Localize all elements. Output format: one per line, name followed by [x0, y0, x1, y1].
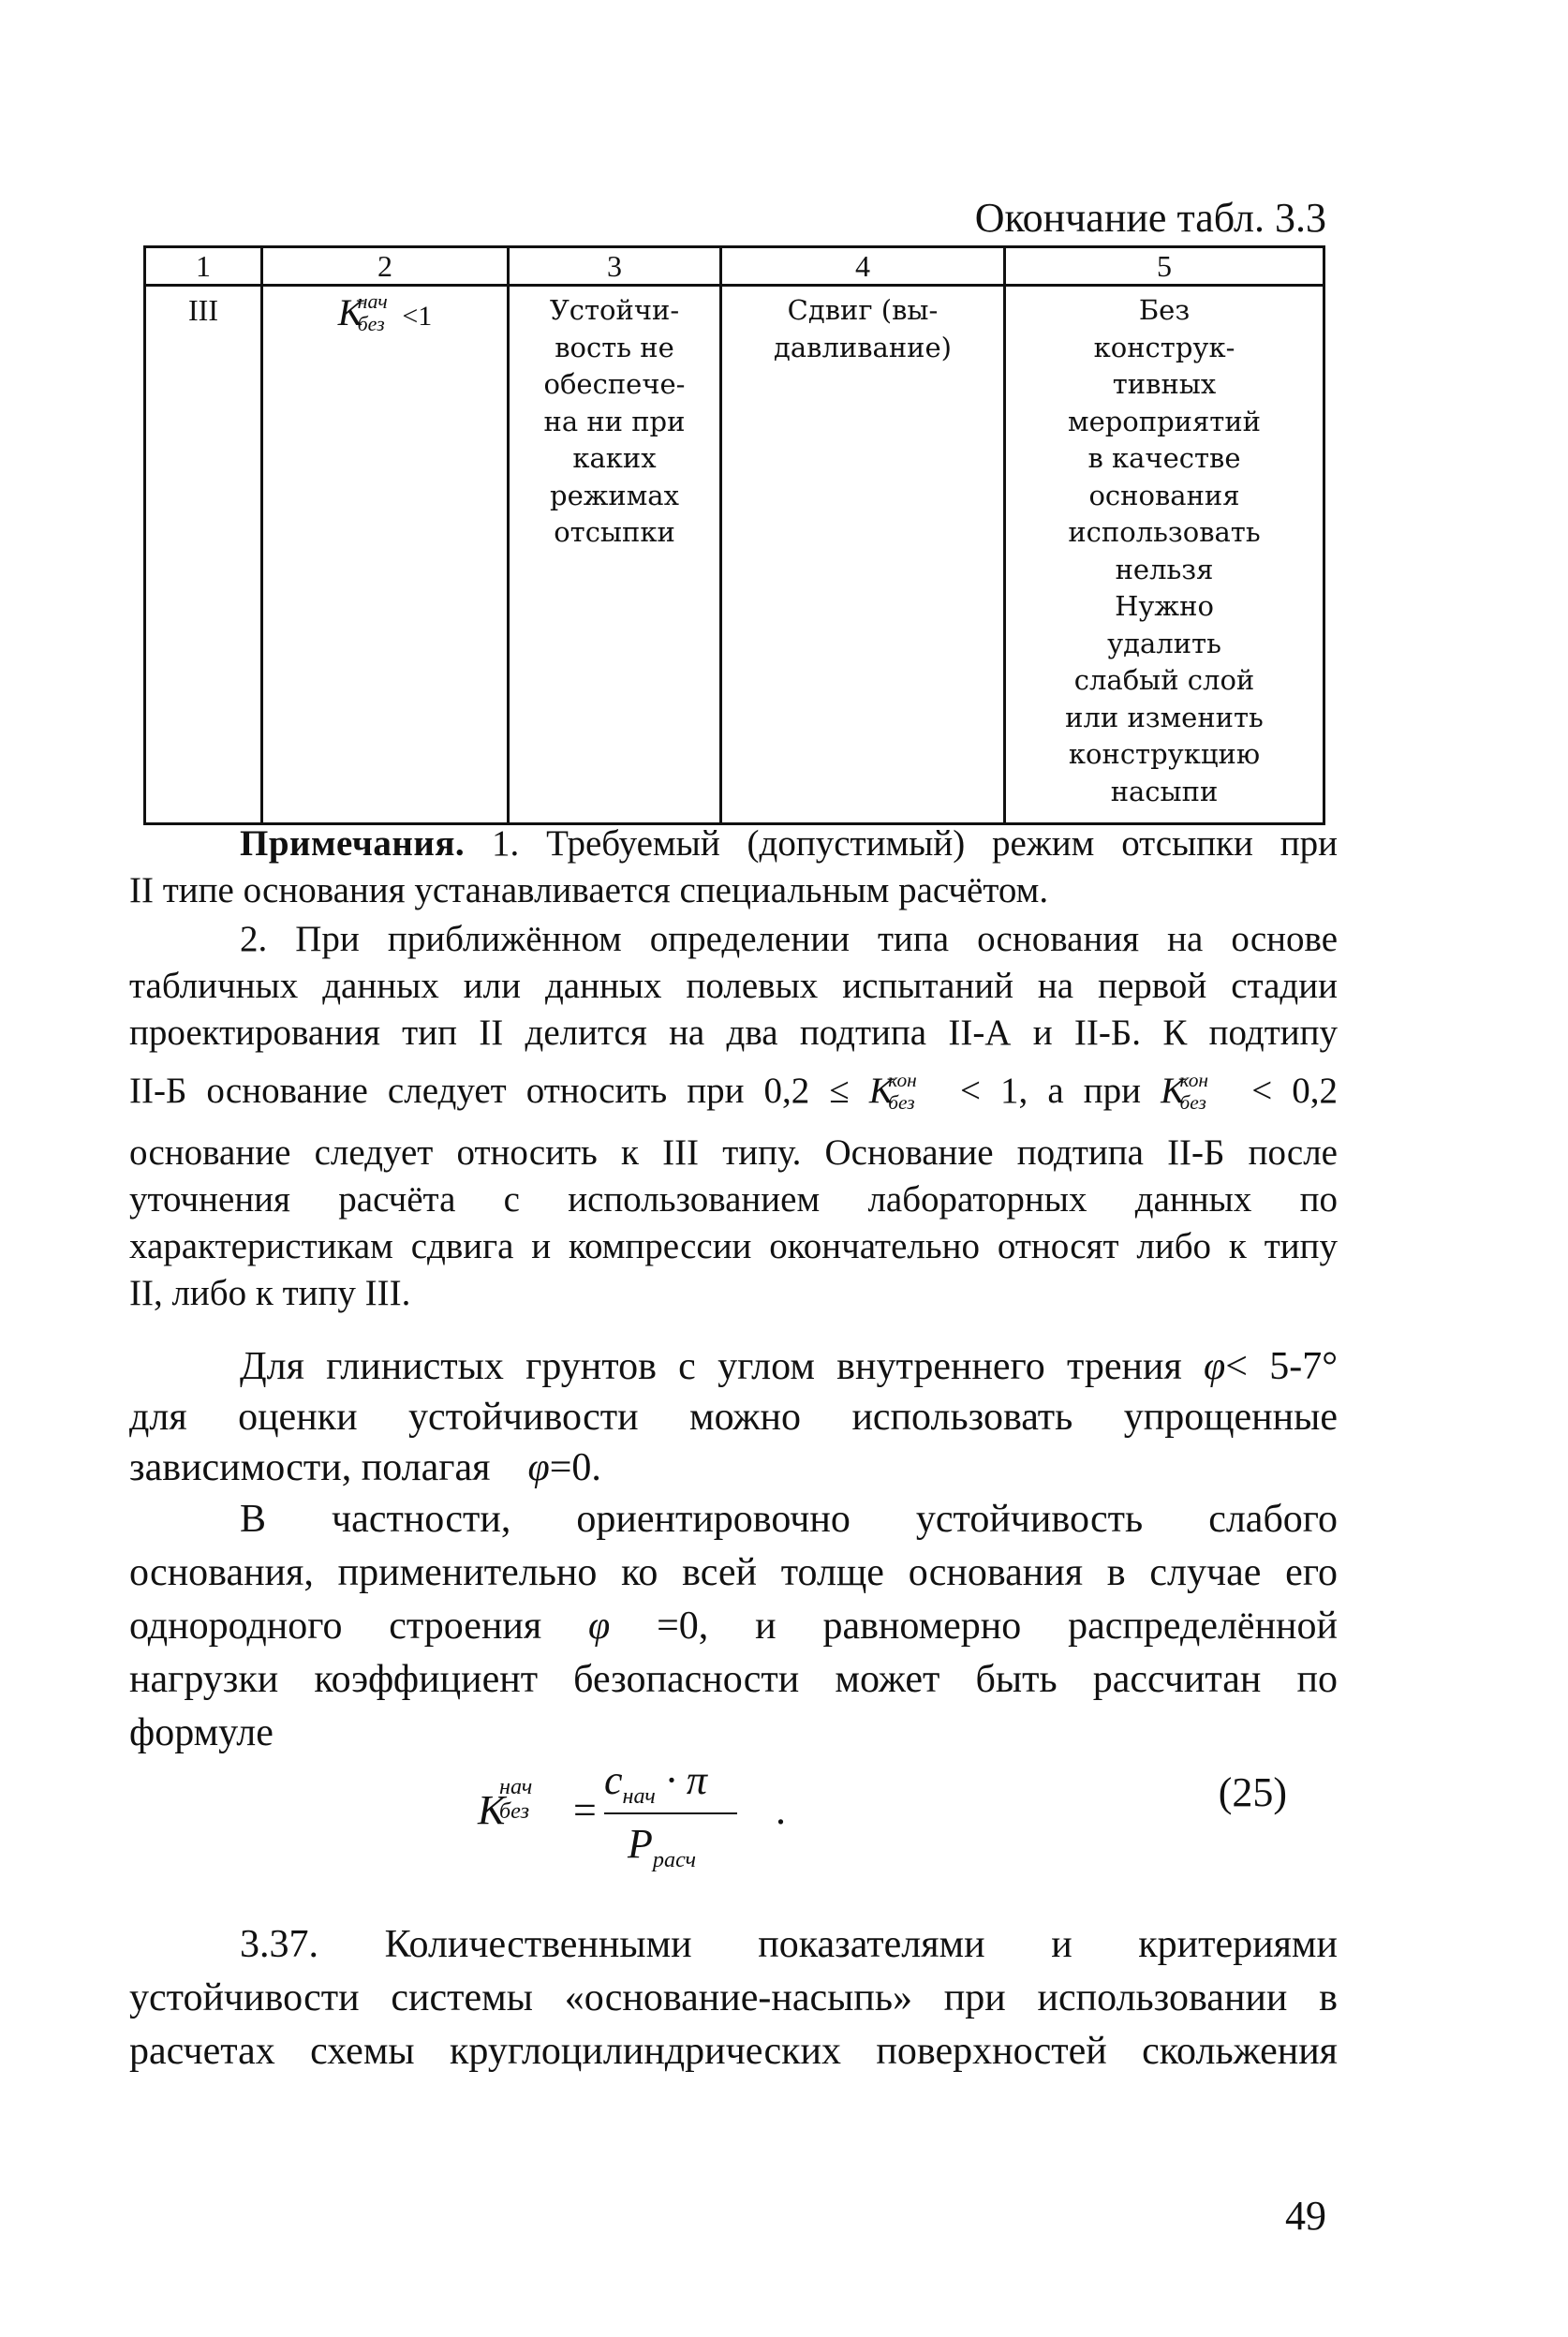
k-symbol: K [337, 291, 363, 333]
note2-line: проектирования тип II делится на два подтипа II-А и II-Б. К подтипу [129, 1013, 1338, 1053]
header-cell: 4 [721, 247, 1005, 286]
condition-rest: <1 [402, 301, 433, 332]
cell-line: обеспече- [543, 368, 686, 400]
k-subscript: без [498, 1798, 530, 1825]
k-subscript: без [357, 312, 385, 336]
cell-line: отсыпки [554, 516, 675, 548]
cell-line: вость не [555, 331, 674, 363]
section-337 [129, 1918, 1338, 2078]
k-subscript: без [888, 1090, 915, 1114]
note1-text: 1. Требуемый (допустимый) режим отсыпки при [465, 823, 1338, 864]
cell-line: в качестве [1087, 442, 1241, 474]
clay-text: < 5-7° [1225, 1345, 1339, 1388]
cell-line: нельзя [1115, 553, 1214, 585]
k-symbol: K [478, 1787, 506, 1833]
cell-line: использовать [1068, 516, 1261, 548]
note1-line: II типе основания устанавливается специальным расчётом. [129, 870, 1049, 910]
k-symbol: K [868, 1071, 894, 1111]
k-subscript: без [1179, 1090, 1206, 1114]
table-header-row [145, 247, 1324, 286]
cell-line: Нужно [1115, 590, 1214, 622]
note2-text: II-Б основание следует относить при 0,2 ≤ [129, 1071, 850, 1111]
particular-line: основания, применительно ко всей толще основания в случае его [129, 1551, 1338, 1594]
note2-line: табличных данных или данных полевых испытаний на первой стадии [129, 966, 1338, 1006]
cell-line: удалить [1107, 627, 1221, 659]
header-cell: 3 [509, 247, 721, 286]
note2-line: 2. При приближённом определении типа основания на основе [240, 919, 1338, 959]
k-symbol: K [1161, 1071, 1186, 1111]
note2-text: < 1, а при [959, 1071, 1142, 1111]
k-superscript: нач [357, 288, 388, 313]
clay-line [129, 1341, 1338, 1392]
fraction-bar [604, 1812, 737, 1814]
notes-block [129, 821, 1338, 1317]
cell-line: конструкцию [1068, 738, 1261, 770]
clay-line: для оценки устойчивости можно использовать упрощенные [129, 1396, 1338, 1439]
clay-text: =0. [549, 1446, 601, 1489]
note2-formula-line [129, 1057, 1338, 1126]
clay-line [129, 1442, 1338, 1493]
pressure-symbol: P [628, 1821, 653, 1867]
k-superscript: нач [498, 1773, 533, 1799]
notes-title: Примечания. [240, 823, 466, 864]
header-cell: 1 [145, 247, 262, 286]
cell-line: Без [1138, 294, 1191, 326]
note2-line: II, либо к типу III. [129, 1273, 411, 1313]
cell-line: конструк- [1093, 331, 1235, 363]
note2-text: < 0,2 [1251, 1071, 1339, 1111]
phi-symbol: φ [1204, 1345, 1226, 1388]
failure-mode-cell [721, 286, 1005, 824]
cell-line: насыпи [1110, 775, 1219, 807]
clay-text: зависимости, полагая [129, 1446, 491, 1489]
cohesion-symbol: c [604, 1757, 623, 1803]
formula-numerator [604, 1756, 707, 1810]
cell-line: Сдвиг (вы- [787, 294, 939, 326]
stability-cell [509, 286, 721, 824]
cell-line: на ни при [543, 405, 686, 437]
cell-line: тивных [1112, 368, 1217, 400]
note2-line: уточнения расчёта с использованием лабораторных данных по [129, 1179, 1338, 1220]
note2-line: характеристикам сдвига и компрессии окончательно относят либо к типу [129, 1226, 1338, 1266]
formula-lhs [478, 1773, 533, 1834]
type-value: III [188, 293, 218, 327]
header-cell: 5 [1005, 247, 1324, 286]
table-caption: Окончание табл. 3.3 [974, 195, 1326, 241]
formula-denominator [628, 1820, 696, 1873]
k-coefficient [337, 288, 388, 336]
section-line: 3.37. Количественными показателями и критериями [240, 1923, 1338, 1966]
type-cell [145, 286, 262, 824]
cohesion-subscript: нач [622, 1782, 656, 1809]
formula-25 [478, 1756, 796, 1887]
phi-symbol: φ [588, 1605, 611, 1648]
clay-paragraph [129, 1341, 1338, 1493]
particular-line: В частности, ориентировочно устойчивость слабого [240, 1498, 1338, 1541]
note2-line: основание следует относить к III типу. Основание подтипа II-Б после [129, 1132, 1338, 1173]
cell-line: режимах [550, 479, 679, 511]
k-kon-coefficient [868, 1068, 917, 1115]
particular-line [129, 1600, 1338, 1653]
section-line: устойчивости системы «основание-насыпь» при использовании в [129, 1976, 1338, 2019]
formula-equals: = [573, 1787, 597, 1833]
cell-line: мероприятий [1068, 405, 1261, 437]
particular-text: однородного строения [129, 1605, 542, 1648]
cell-line: основания [1088, 479, 1240, 511]
particular-line: формуле [129, 1711, 274, 1754]
particular-line: нагрузки коэффициент безопасности может быть рассчитан по [129, 1658, 1338, 1701]
pi-factor: · π [655, 1757, 707, 1803]
particular-paragraph [129, 1493, 1338, 1760]
cell-line: давливание) [774, 331, 952, 363]
phi-symbol: φ [527, 1446, 550, 1489]
condition-cell [262, 286, 509, 824]
particular-text: =0, и равномерно распределённой [657, 1605, 1338, 1648]
k-superscript: кон [1179, 1069, 1209, 1092]
formula-number: (25) [1218, 1769, 1287, 1815]
cell-line: каких [572, 442, 657, 474]
formula-end: . [776, 1787, 786, 1833]
header-cell: 2 [262, 247, 509, 286]
cell-line: слабый слой [1073, 664, 1255, 696]
section-line: расчетах схемы круглоцилиндрических поверхностей скольжения [129, 2030, 1338, 2073]
note1-line [129, 821, 1338, 867]
cell-line: или изменить [1065, 701, 1264, 733]
cell-line: Устойчи- [549, 294, 680, 326]
measures-cell [1005, 286, 1324, 824]
k-superscript: кон [888, 1069, 917, 1092]
table-row [145, 286, 1324, 824]
clay-text: Для глинистых грунтов с углом внутреннего трения [240, 1345, 1182, 1388]
k-kon-coefficient [1161, 1068, 1209, 1115]
page-number: 49 [1285, 2193, 1326, 2239]
pressure-subscript: расч [652, 1846, 697, 1872]
data-table [143, 245, 1325, 825]
